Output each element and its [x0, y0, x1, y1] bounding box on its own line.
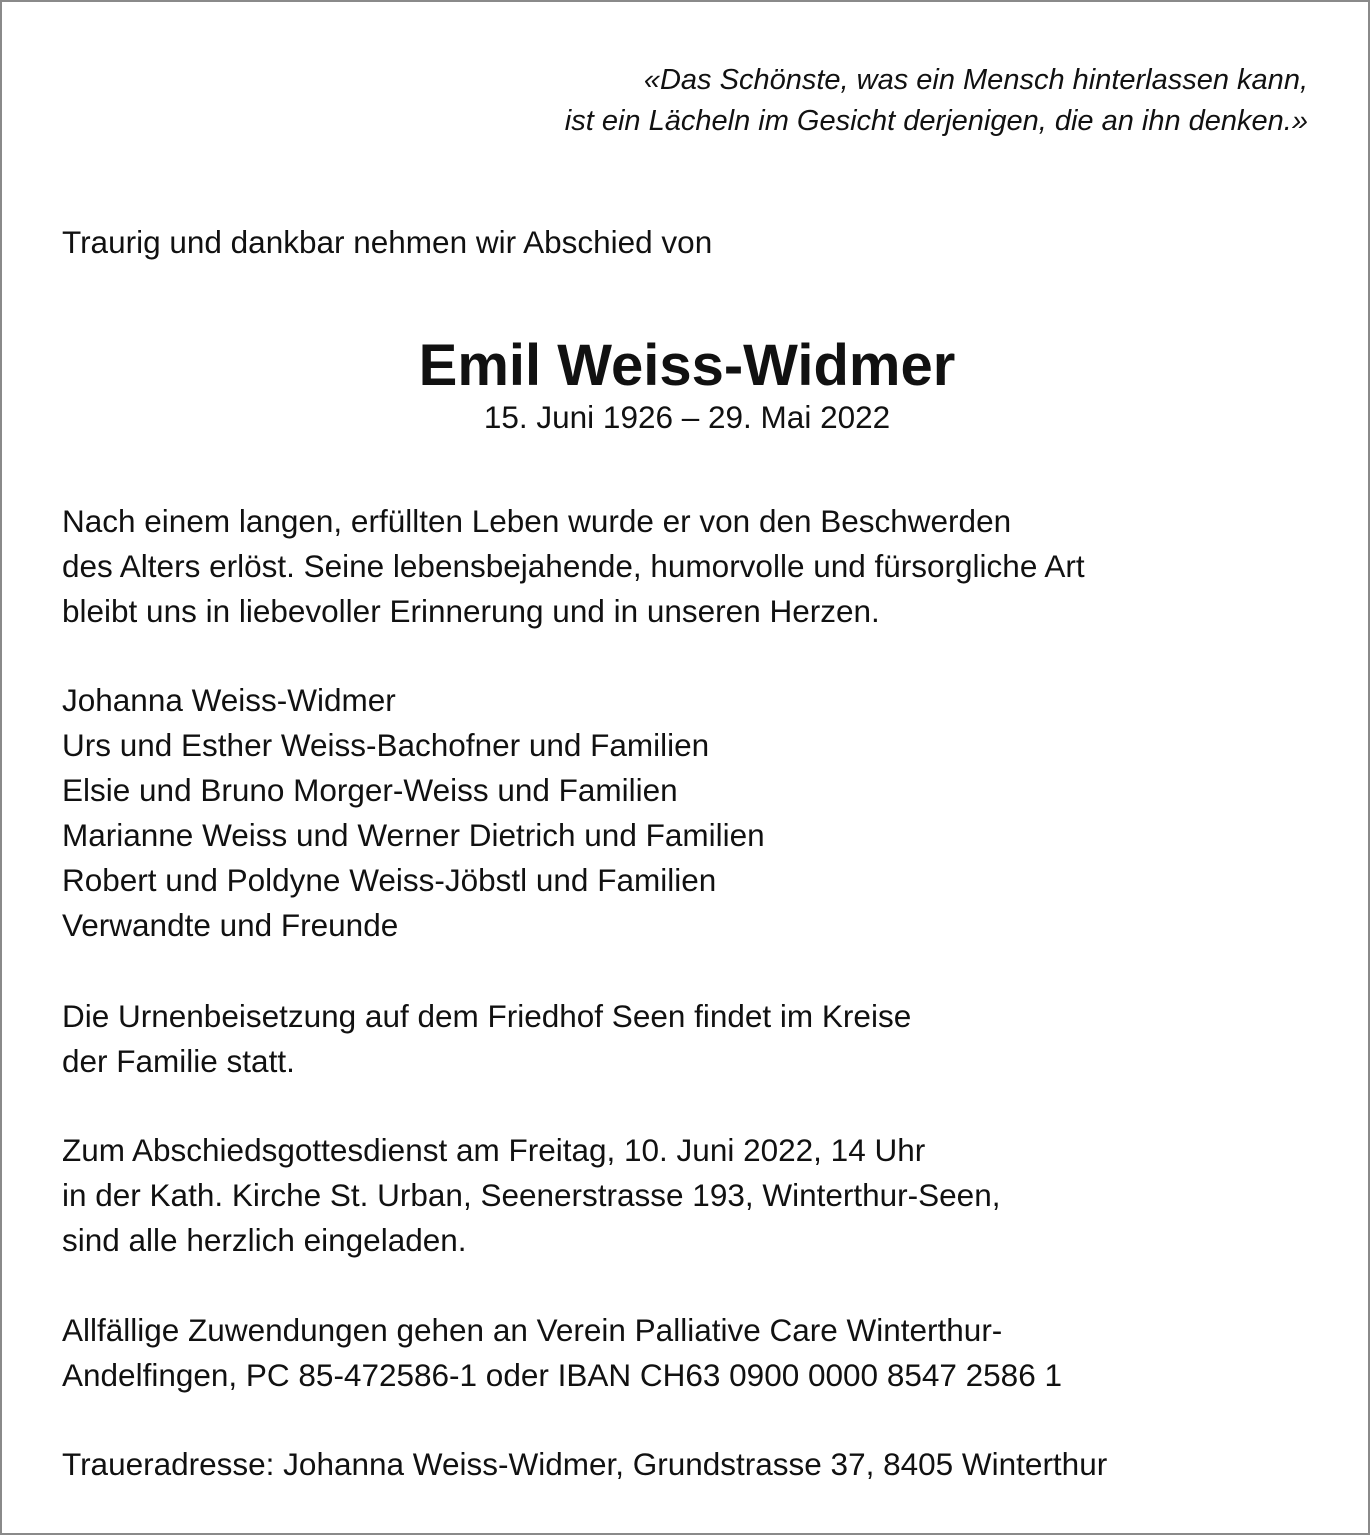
donation-line: Allfällige Zuwendungen gehen an Verein Palliative Care Winterthur- — [62, 1312, 1003, 1348]
quote-line-1: «Das Schönste, was ein Mensch hinterlassen kann, — [643, 64, 1308, 96]
mourner-entry: Marianne Weiss und Werner Dietrich und Familien — [62, 817, 765, 853]
deceased-name: Emil Weiss-Widmer — [418, 333, 956, 398]
service-line: sind alle herzlich eingeladen. — [62, 1222, 467, 1258]
mourner-entry: Robert und Poldyne Weiss-Jöbstl und Familien — [62, 862, 717, 898]
life-dates: 15. Juni 1926 – 29. Mai 2022 — [483, 399, 891, 435]
donation-paragraph — [62, 1308, 1062, 1398]
burial-paragraph — [62, 994, 911, 1084]
service-line: Zum Abschiedsgottesdienst am Freitag, 10. Juni 2022, 14 Uhr — [62, 1132, 926, 1168]
burial-line: Die Urnenbeisetzung auf dem Friedhof Seen findet im Kreise — [62, 998, 912, 1034]
service-paragraph — [62, 1128, 1000, 1263]
tribute-line: Nach einem langen, erfüllten Leben wurde er von den Beschwerden — [62, 503, 1012, 539]
mourning-address: Traueradresse: Johanna Weiss-Widmer, Grundstrasse 37, 8405 Winterthur — [62, 1446, 1108, 1482]
burial-line: der Familie statt. — [62, 1043, 295, 1079]
mourners-list — [62, 678, 765, 948]
memorial-quote — [565, 60, 1308, 142]
mourner-entry: Johanna Weiss-Widmer — [62, 682, 396, 718]
donation-line: Andelfingen, PC 85-472586-1 oder IBAN CH63 0900 0000 8547 2586 1 — [62, 1357, 1062, 1393]
tribute-line: bleibt uns in liebevoller Erinnerung und in unseren Herzen. — [62, 593, 880, 629]
tribute-line: des Alters erlöst. Seine lebensbejahende, humorvolle und fürsorgliche Art — [62, 548, 1085, 584]
tribute-paragraph — [62, 499, 1085, 634]
service-line: in der Kath. Kirche St. Urban, Seenerstrasse 193, Winterthur-Seen, — [62, 1177, 1001, 1213]
mourner-entry: Verwandte und Freunde — [62, 907, 399, 943]
intro-text: Traurig und dankbar nehmen wir Abschied von — [62, 224, 713, 260]
mourner-entry: Elsie und Bruno Morger-Weiss und Familien — [62, 772, 678, 808]
mourner-entry: Urs und Esther Weiss-Bachofner und Familien — [62, 727, 710, 763]
quote-line-2: ist ein Lächeln im Gesicht derjenigen, die an ihn denken.» — [564, 105, 1308, 137]
